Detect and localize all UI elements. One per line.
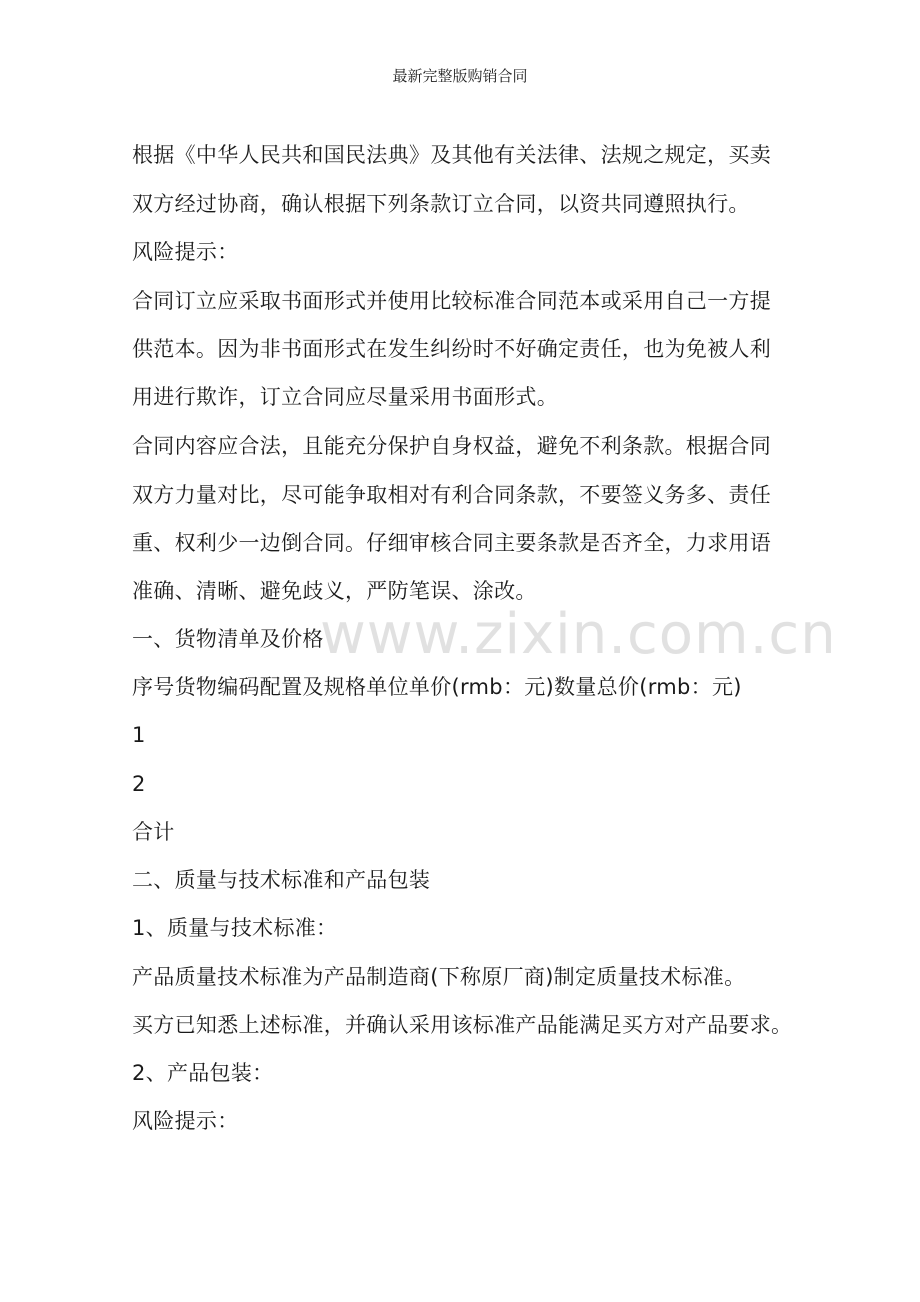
paragraph-line: 供范本。因为非书面形式在发生纠纷时不好确定责任，也为免被人利 — [132, 337, 771, 361]
paragraph-line: 根据《中华人民共和国民法典》及其他有关法律、法规之规定，买卖 — [132, 143, 771, 167]
paragraph-line: 产品质量技术标准为产品制造商(下称原厂商)制定质量技术标准。 — [132, 965, 746, 989]
paragraph-line: 准确、清晰、避免歧义，严防笔误、涂改。 — [132, 579, 537, 603]
subsection-heading: 1、质量与技术标准： — [132, 916, 338, 940]
paragraph-line: 双方力量对比，尽可能争取相对有利合同条款，不要签义务多、责任 — [132, 483, 771, 507]
risk-tip-heading: 风险提示： — [132, 240, 239, 264]
table-row-number: 2 — [132, 772, 146, 796]
page-header-title: 最新完整版购销合同 — [392, 67, 528, 85]
paragraph-line: 双方经过协商，确认根据下列条款订立合同，以资共同遵照执行。 — [132, 192, 750, 216]
table-row-number: 1 — [132, 723, 146, 747]
section-heading-goods-list: 一、货物清单及价格 — [132, 627, 324, 651]
section-heading-quality: 二、质量与技术标准和产品包装 — [132, 868, 431, 892]
watermark: www.zixin.com.cn — [320, 602, 837, 667]
table-total-row: 合计 — [132, 820, 175, 844]
paragraph-line: 买方已知悉上述标准，并确认采用该标准产品能满足买方对产品要求。 — [132, 1013, 793, 1037]
risk-tip-heading: 风险提示： — [132, 1109, 239, 1133]
table-header-row: 序号货物编码配置及规格单位单价(rmb：元)数量总价(rmb：元) — [132, 675, 742, 699]
paragraph-line: 合同内容应合法，且能充分保护自身权益，避免不利条款。根据合同 — [132, 434, 771, 458]
paragraph-line: 用进行欺诈，订立合同应尽量采用书面形式。 — [132, 385, 558, 409]
subsection-heading: 2、产品包装： — [132, 1061, 274, 1085]
paragraph-line: 合同订立应采取书面形式并使用比较标准合同范本或采用自己一方提 — [132, 289, 771, 313]
paragraph-line: 重、权利少一边倒合同。仔细审核合同主要条款是否齐全，力求用语 — [132, 531, 771, 555]
